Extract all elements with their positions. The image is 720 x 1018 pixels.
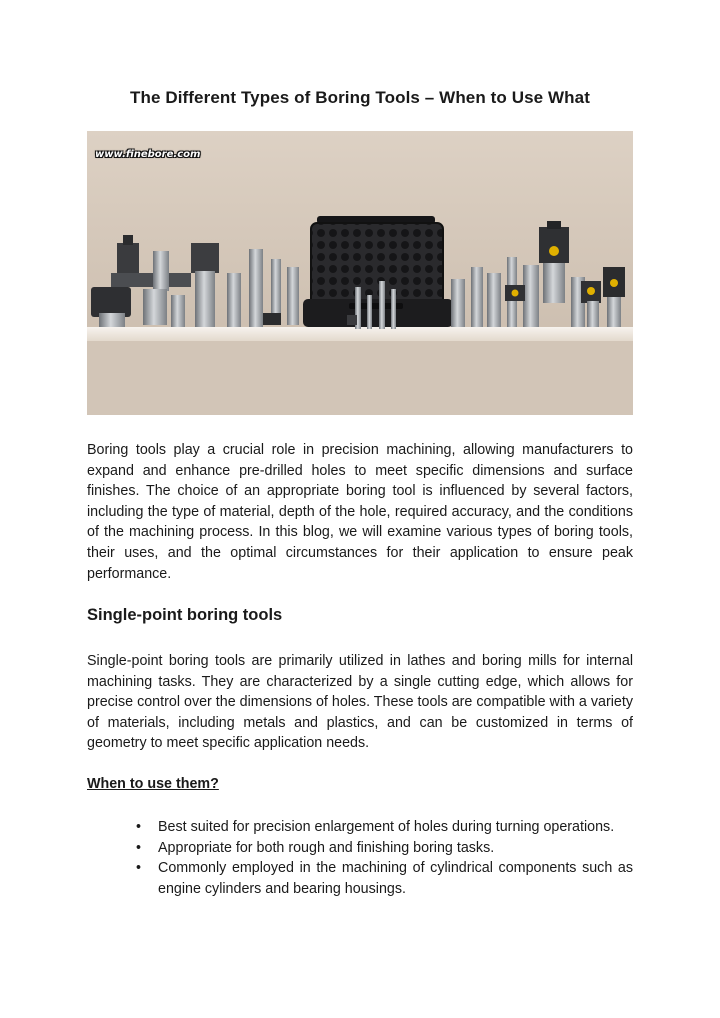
section-subheading: When to use them? <box>87 776 219 792</box>
watermark-text: www.finebore.com <box>95 149 201 160</box>
bullet-text: Best suited for precision enlargement of holes during turning operations. <box>158 819 615 835</box>
bullet-icon: • <box>136 839 142 856</box>
bullet-icon: • <box>136 860 142 877</box>
bullet-text: Appropriate for both rough and finishing boring tasks. <box>158 839 495 856</box>
intro-paragraph: Boring tools play a crucial role in precision machining, allowing manufacturers to expand and enhance pre-drilled holes to meet specific dimensions and surface finishes. The choice of an appropriate boring tool is influenced by several factors, including the type of material, depth of the hole, required accuracy, and the conditions of the machining process. In this blog, we will examine various types of boring tools, their uses, and the optimal circumstances for their application to ensure peak performance. <box>87 442 633 582</box>
page-title: The Different Types of Boring Tools – When to Use What <box>129 88 590 107</box>
list-item <box>136 838 633 859</box>
list-item <box>136 858 633 899</box>
usage-bullet-list <box>136 817 633 899</box>
bullet-text: Commonly employed in the machining of cylindrical components such as engine cylinders and bearing housings. <box>158 860 633 897</box>
list-item <box>136 817 633 838</box>
tool-case <box>303 216 453 327</box>
boring-tools-photo <box>87 131 633 415</box>
hero-image <box>87 131 633 415</box>
section-paragraph: Single-point boring tools are primarily utilized in lathes and boring mills for internal machining tasks. They are characterized by a single cutting edge, which allows for precise control over the dimensions of holes. These tools are compatible with a variety of materials, including metals and plastics, and can be customized in terms of geometry to meet specific application needs. <box>87 653 633 752</box>
bullet-icon: • <box>136 819 142 835</box>
section-heading: Single-point boring tools <box>87 606 283 624</box>
